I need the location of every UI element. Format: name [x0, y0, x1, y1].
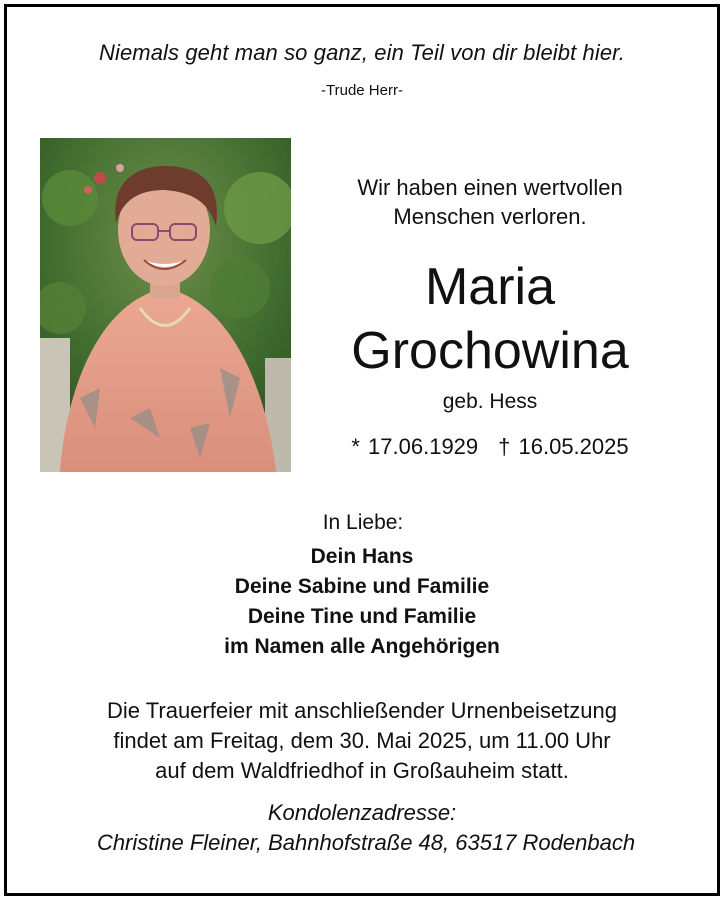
portrait-illustration: [40, 138, 291, 472]
funeral-line: Die Trauerfeier mit anschließender Urnenbeisetzung: [107, 698, 617, 723]
life-dates: [310, 434, 670, 460]
portrait-photo: [40, 138, 291, 472]
mourner-line: Deine Sabine und Familie: [234, 575, 490, 598]
birth-date: * 17.06.1929: [351, 434, 479, 459]
mourner-line: Deine Tine und Familie: [247, 605, 477, 628]
funeral-line: auf dem Waldfriedhof in Großauheim statt.: [155, 758, 569, 783]
intro-line-1: Wir haben einen wertvollen: [357, 175, 623, 200]
quote-text: Niemals geht man so ganz, ein Teil von dir bleibt hier.: [98, 40, 626, 65]
mourners-label: In Liebe:: [322, 511, 404, 534]
deceased-name: [310, 255, 670, 383]
condolence-label: Kondolenzadresse:: [267, 800, 457, 825]
condolence-address: Christine Fleiner, Bahnhofstraße 48, 63517 Rodenbach: [96, 830, 636, 855]
funeral-line: findet am Freitag, dem 30. Mai 2025, um 11.00 Uhr: [113, 728, 611, 753]
mourner-line: im Namen alle Angehörigen: [224, 635, 500, 658]
mourner-line: Dein Hans: [310, 545, 414, 568]
funeral-info: [0, 696, 724, 786]
death-date: † 16.05.2025: [498, 434, 629, 459]
mourners-list: [0, 542, 724, 662]
quote-author: -Trude Herr-: [321, 82, 403, 99]
birth-name: geb. Hess: [442, 390, 538, 413]
first-name: Maria: [424, 258, 556, 316]
intro-text: [310, 173, 670, 231]
last-name: Grochowina: [351, 322, 629, 380]
intro-line-2: Menschen verloren.: [393, 204, 587, 229]
